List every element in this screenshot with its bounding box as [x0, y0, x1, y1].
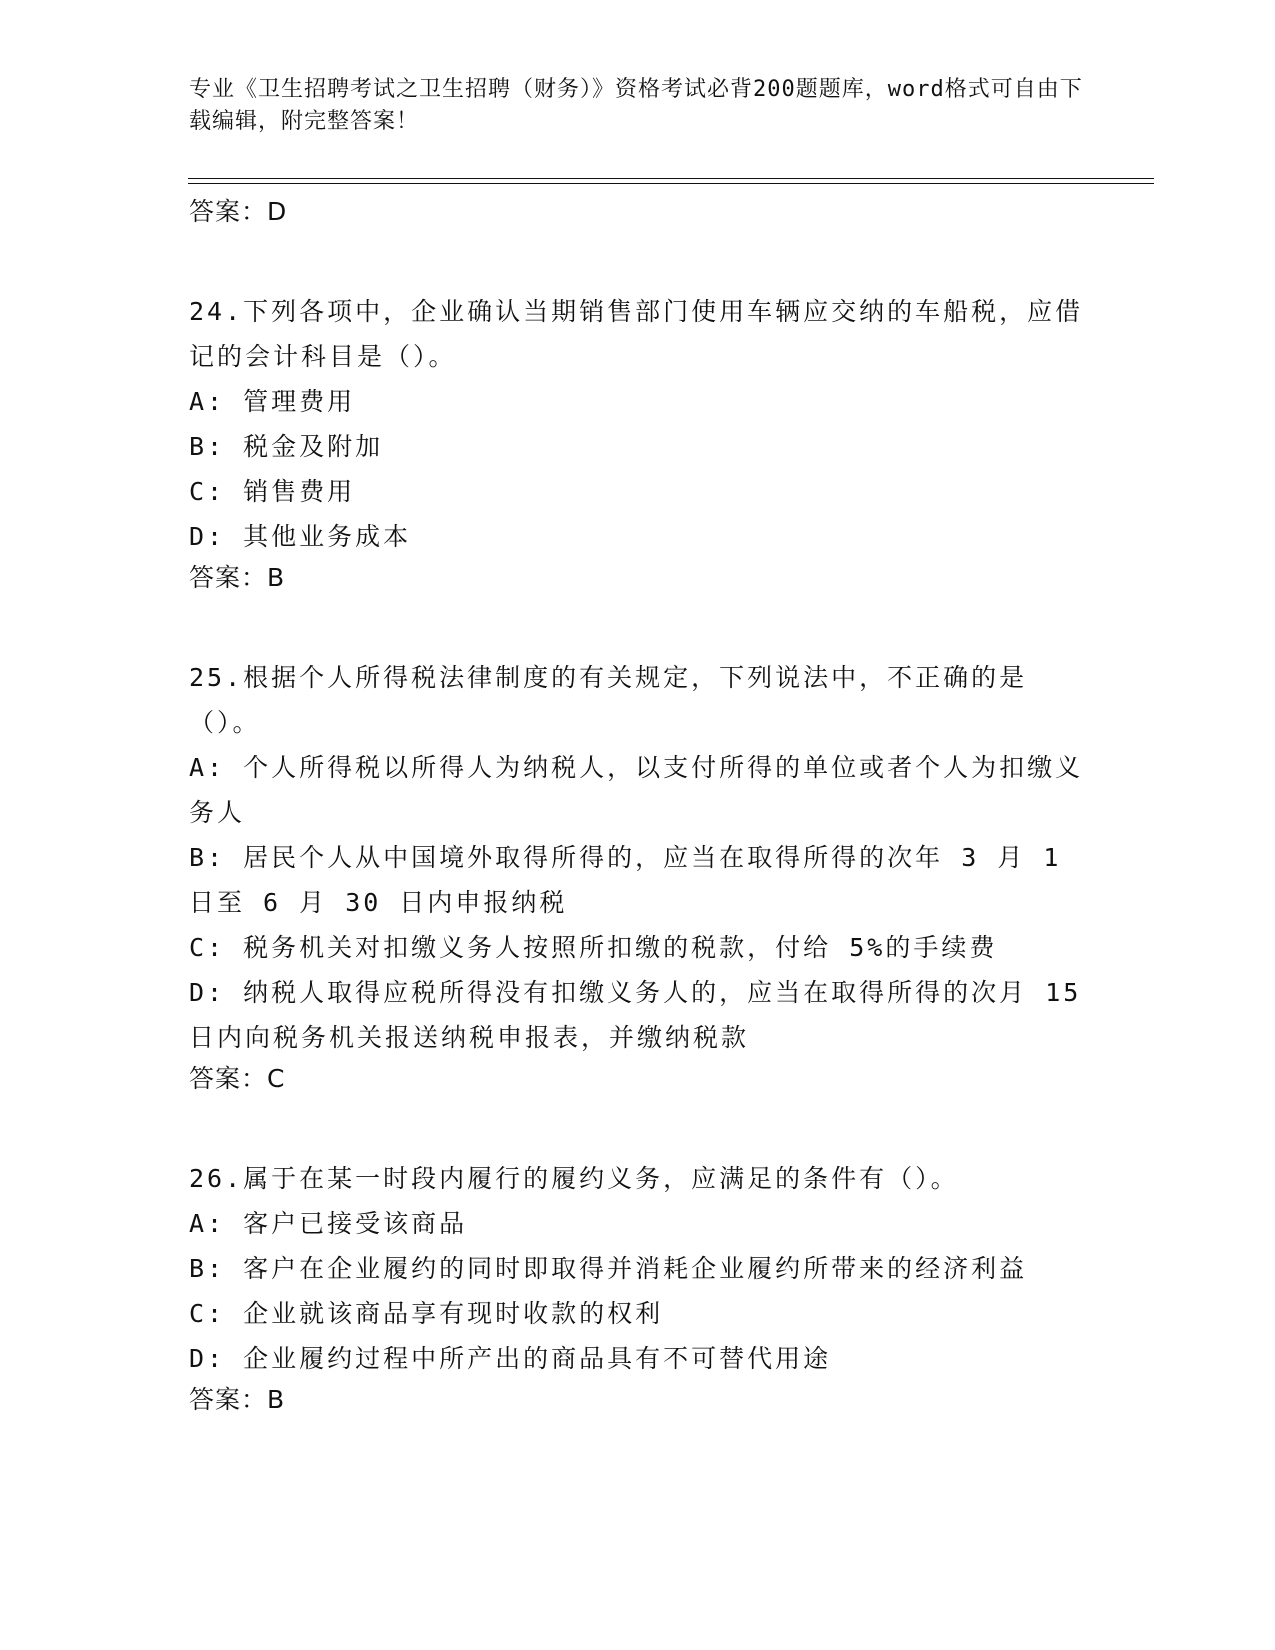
- option-text: 客户在企业履约的同时即取得并消耗企业履约所带来的经济利益: [225, 1254, 1028, 1283]
- option-c: [189, 1291, 1089, 1336]
- option-letter: A:: [189, 387, 226, 416]
- option-d: [189, 970, 1089, 1060]
- question-text: 26.属于在某一时段内履行的履约义务，应满足的条件有（）。: [189, 1164, 959, 1193]
- option-b: [189, 424, 1089, 469]
- option-letter: D:: [189, 1344, 226, 1373]
- option-text: 企业履约过程中所产出的商品具有不可替代用途: [225, 1344, 832, 1373]
- option-b: [189, 835, 1089, 925]
- question-block: [189, 289, 1089, 597]
- option-letter: D:: [189, 978, 226, 1007]
- option-text: 税金及附加: [225, 432, 384, 461]
- answer-line: 答案：C: [189, 1064, 286, 1093]
- page-header: 专业《卫生招聘考试之卫生招聘（财务）》资格考试必背200题题库，word格式可自由下载编辑，附完整答案！: [189, 77, 1083, 134]
- option-letter: B:: [189, 1254, 226, 1283]
- option-text: 税务机关对扣缴义务人按照所扣缴的税款，付给 5%的手续费: [225, 933, 998, 962]
- option-text: 管理费用: [225, 387, 356, 416]
- option-letter: B:: [189, 843, 226, 872]
- question-text: 25.根据个人所得税法律制度的有关规定，下列说法中，不正确的是（）。: [189, 663, 1028, 737]
- option-text: 企业就该商品享有现时收款的权利: [225, 1299, 664, 1328]
- option-a: [189, 379, 1089, 424]
- option-c: [189, 925, 1089, 970]
- option-letter: A:: [189, 1209, 226, 1238]
- question-content: [189, 193, 1089, 1419]
- option-letter: C:: [189, 1299, 226, 1328]
- option-d: [189, 514, 1089, 559]
- answer-line: 答案：D: [189, 197, 288, 226]
- question-block: [189, 1156, 1089, 1419]
- option-a: [189, 745, 1089, 835]
- option-letter: C:: [189, 477, 226, 506]
- option-a: [189, 1201, 1089, 1246]
- answer-line: 答案：B: [189, 563, 286, 592]
- header-divider-second: [188, 183, 1154, 184]
- option-d: [189, 1336, 1089, 1381]
- question-text: 24.下列各项中，企业确认当期销售部门使用车辆应交纳的车船税，应借记的会计科目是（）。: [189, 297, 1084, 371]
- option-letter: D:: [189, 522, 226, 551]
- option-letter: B:: [189, 432, 226, 461]
- option-text: 客户已接受该商品: [225, 1209, 468, 1238]
- option-text: 其他业务成本: [225, 522, 412, 551]
- answer-line: 答案：B: [189, 1385, 286, 1414]
- question-block: [189, 655, 1089, 1098]
- option-c: [189, 469, 1089, 514]
- option-b: [189, 1246, 1089, 1291]
- header-divider: [188, 178, 1154, 179]
- option-text: 居民个人从中国境外取得所得的，应当在取得所得的次年 3 月 1 日至 6 月 30 日内申报纳税: [189, 843, 1062, 917]
- option-text: 个人所得税以所得人为纳税人，以支付所得的单位或者个人为扣缴义务人: [189, 753, 1084, 827]
- option-letter: C:: [189, 933, 226, 962]
- option-letter: A:: [189, 753, 226, 782]
- option-text: 纳税人取得应税所得没有扣缴义务人的，应当在取得所得的次月 15 日内向税务机关报送纳税申报表，并缴纳税款: [189, 978, 1082, 1052]
- option-text: 销售费用: [225, 477, 356, 506]
